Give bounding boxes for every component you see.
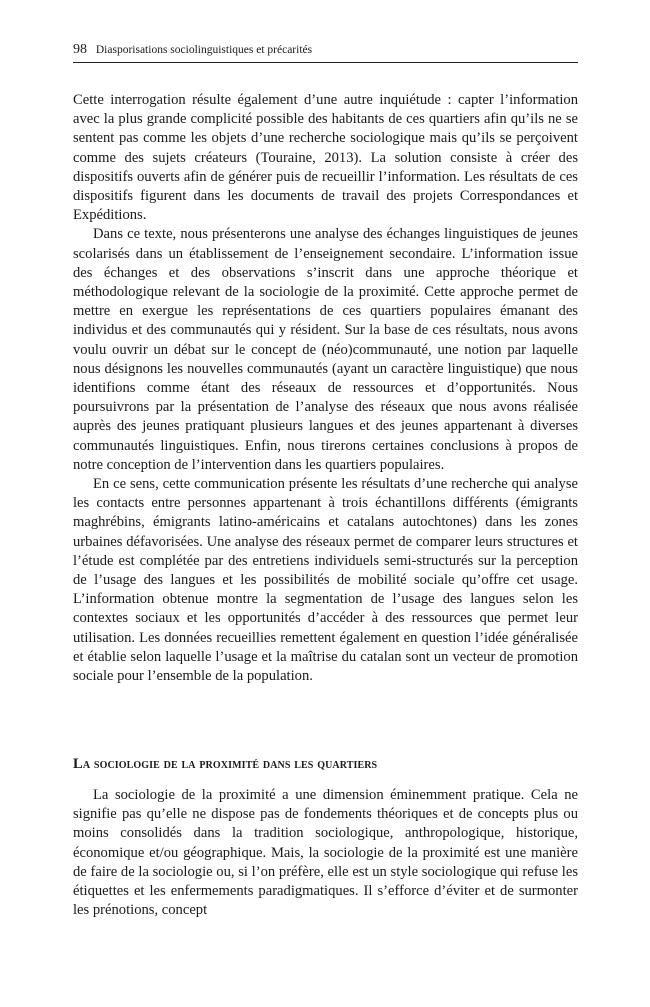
section-heading: La sociologie de la proximité dans les quartiers <box>73 756 378 772</box>
paragraph: En ce sens, cette communication présente les résultats d’une recherche qui analyse les contacts entre personnes appartenant à trois échantillons différents (émigrants maghrébins, émigrants latino-américains et catalans autochtones) dans les zones urbaines défavorisées. Une analyse des réseaux permet de comparer leurs structures et l’étude est complétée par des entretiens individuels semi-structurés sur la perception de l’usage des langues et les possibilités de mobilité sociale qu’offre cet usage. L’information obtenue montre la segmentation de l’usage des langues selon les contextes sociaux et les opportunités d’accéder à des ressources que permet leur utilisation. Les données recueillies remettent également en question l’idée généralisée et établie selon laquelle l’usage et la maîtrise du catalan sont un vecteur de promotion sociale pour l’ensemble de la population. <box>73 476 578 685</box>
page-number: 98 <box>73 42 87 57</box>
section-body <box>73 786 578 920</box>
running-header <box>73 40 578 63</box>
paragraph: Dans ce texte, nous présenterons une analyse des échanges linguistiques de jeunes scolarisés dans un établissement de l’enseignement secondaire. L’information issue des échanges et des observations s’inscrit dans une approche théorique et méthodologique relevant de la sociologie de la proximité. Cette approche permet de mettre en exergue les représentations de ces quartiers populaires émanant des individus et des communautés qui y résident. Sur la base de ces résultats, nous avons voulu ouvrir un débat sur le concept de (néo)communauté, une notion par laquelle nous désignons les nouvelles communautés (ayant un caractère linguistique) que nous identifions comme étant des réseaux de ressources et d’opportunités. Nous poursuivrons par la présentation de l’analyse des réseaux que nous avons réalisée auprès des jeunes pratiquant plusieurs langues et des jeunes appartenant à diverses communautés linguistiques. Enfin, nous tirerons certaines conclusions à propos de notre conception de l’intervention dans les quartiers populaires. <box>73 226 578 473</box>
paragraph: La sociologie de la proximité a une dimension éminemment pratique. Cela ne signifie pas qu’elle ne dispose pas de fondements théoriques et de concepts plus ou moins consolidés dans la tradition sociologique, anthropologique, historique, économique et/ou géographique. Mais, la sociologie de la proximité est une manière de faire de la sociologie ou, si l’on préfère, elle est un style sociologique qui refuse les étiquettes et les enfermements paradigmatiques. Il s’efforce d’éviter et de surmonter les prénotions, concept <box>73 787 578 919</box>
paragraph: Cette interrogation résulte également d’une autre inquiétude : capter l’information avec la plus grande complicité possible des habitants de ces quartiers afin qu’ils ne se sentent pas comme les objets d’une recherche sociologique mais qu’ils se perçoivent comme des sujets créateurs (Touraine, 2013). La solution consiste à créer des dispositifs ouverts afin de générer puis de recueillir l’information. Les résultats de ces dispositifs figurent dans les documents de travail des projets Correspondances et Expéditions. <box>73 92 578 224</box>
body-text <box>73 91 578 686</box>
running-title: Diasporisations sociolinguistiques et précarités <box>95 44 313 56</box>
